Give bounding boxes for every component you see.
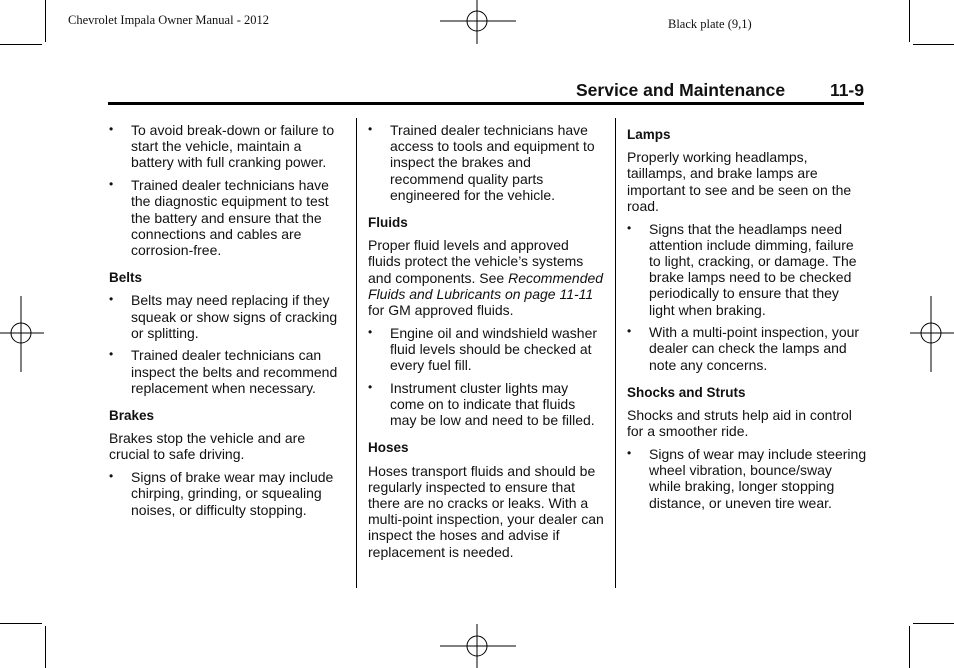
list-item: • Instrument cluster lights may come on to indicate that fluids may be low and need to be filled.	[368, 379, 595, 429]
heading-shocks-and-struts: Shocks and Struts	[627, 384, 746, 400]
paragraph: Brakes stop the vehicle and are crucial to safe driving.	[109, 430, 306, 463]
page-number: 11-9	[829, 80, 864, 100]
paragraph: Hoses transport fluids and should be regularly inspected to ensure that there are no cracks or leaks. With a multi-point inspection, your dealer can inspect the hoses and advise if replacement is needed.	[368, 462, 604, 560]
crop-mark	[45, 626, 46, 668]
list-item: • Trained dealer technicians can inspect the belts and recommend replacement when necessary.	[109, 347, 338, 396]
list-item: • Trained dealer technicians have the diagnostic equipment to test the battery and ensure that the connections and cables are corrosion-free.	[109, 177, 329, 258]
crop-mark	[913, 44, 954, 45]
column-3	[627, 122, 867, 517]
heading-brakes: Brakes	[109, 408, 155, 424]
crop-mark	[45, 0, 46, 42]
column-1	[109, 122, 347, 524]
bullet-icon: •	[627, 324, 632, 339]
list-item: • Signs that the headlamps need attention include dimming, failure to light, cracking, or damage. The brake lamps need to be checked periodically to ensure that they light when braking.	[627, 220, 857, 318]
bullet-icon: •	[109, 177, 114, 192]
registration-mark-icon	[440, 0, 516, 44]
header-rule	[108, 102, 864, 105]
cross-reference-link[interactable]: Recommended Fluids and Lubricants on page 11-11	[368, 269, 604, 302]
paragraph: Properly working headlamps, taillamps, and brake lamps are important to see and be seen on the road.	[627, 149, 852, 214]
bullet-icon: •	[368, 379, 373, 394]
list-item: • Belts may need replacing if they squeak or show signs of cracking or splitting.	[109, 292, 338, 341]
column-2	[368, 122, 604, 566]
bullet-icon: •	[109, 469, 114, 484]
list-item: • Signs of wear may include steering wheel vibration, bounce/sway while braking, longer stopping distance, or uneven tire wear.	[627, 445, 867, 511]
bullet-icon: •	[627, 220, 632, 235]
paragraph: Shocks and struts help aid in control for a smoother ride.	[627, 407, 852, 440]
column-divider	[615, 118, 616, 588]
heading-fluids: Fluids	[368, 215, 408, 231]
registration-mark-icon	[0, 296, 44, 372]
bullet-icon: •	[109, 292, 114, 307]
paragraph: Proper fluid levels and approved fluids protect the vehicle’s systems and components. See Recommended Fluids and Lubricants on page 11-11 for GM approved fluids.	[368, 237, 604, 319]
bullet-icon: •	[109, 122, 114, 136]
section-header	[576, 80, 864, 101]
bullet-icon: •	[368, 122, 373, 136]
crop-mark	[0, 623, 42, 624]
bullet-icon: •	[627, 445, 632, 460]
list-item: • To avoid break-down or failure to start the vehicle, maintain a battery with full cranking power.	[109, 122, 335, 171]
list-item: • Engine oil and windshield washer fluid levels should be checked at every fuel fill.	[368, 324, 598, 374]
column-divider	[356, 118, 357, 588]
crop-mark	[913, 623, 954, 624]
heading-belts: Belts	[109, 270, 143, 286]
crop-mark	[909, 626, 910, 668]
list-item: • Trained dealer technicians have access to tools and equipment to inspect the brakes and recommend quality parts engineered for the vehicle.	[368, 122, 595, 203]
list-item: • With a multi-point inspection, your dealer can check the lamps and note any concerns.	[627, 324, 860, 373]
manual-title: Chevrolet Impala Owner Manual - 2012	[68, 13, 269, 27]
heading-lamps: Lamps	[627, 127, 671, 142]
crop-mark	[909, 0, 910, 42]
bullet-icon: •	[368, 324, 373, 339]
plate-label: Black plate (9,1)	[668, 17, 752, 31]
bullet-icon: •	[109, 347, 114, 362]
registration-mark-icon	[910, 296, 954, 372]
list-item: • Signs of brake wear may include chirping, grinding, or squealing noises, or difficulty stopping.	[109, 469, 334, 518]
heading-hoses: Hoses	[368, 440, 409, 456]
registration-mark-icon	[440, 624, 516, 668]
crop-mark	[0, 44, 42, 45]
section-title: Service and Maintenance	[576, 80, 786, 100]
